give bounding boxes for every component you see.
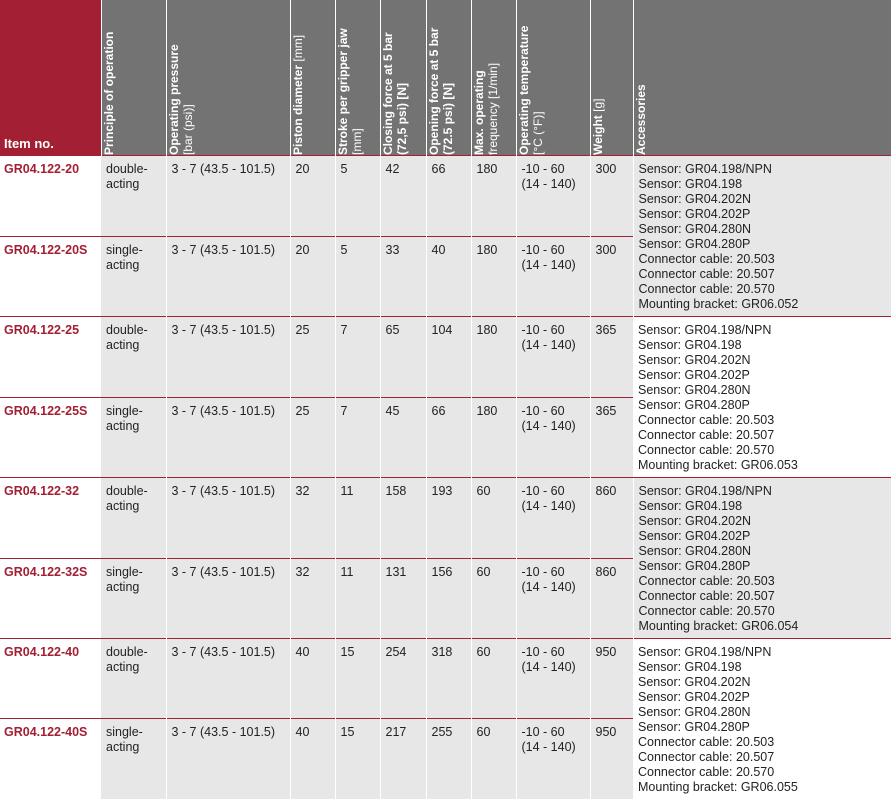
cell-piston: 40 (290, 719, 335, 799)
table-row (0, 639, 891, 719)
accessory-item: Sensor: GR04.198/NPN (638, 162, 772, 176)
accessory-item: Sensor: GR04.198 (638, 660, 742, 674)
accessory-item: Connector cable: 20.503 (638, 252, 775, 266)
cell-closing: 217 (380, 719, 426, 799)
cell-closing: 158 (380, 478, 426, 559)
header-weight: Weight [g] (590, 0, 633, 156)
cell-closing: 254 (380, 639, 426, 719)
item-number: GR04.122-40 (0, 639, 101, 719)
accessory-item: Sensor: GR04.198/NPN (638, 484, 772, 498)
accessory-item: Sensor: GR04.280N (638, 705, 751, 719)
cell-closing: 45 (380, 397, 426, 478)
cell-pressure: 3 - 7 (43.5 - 101.5) (166, 156, 290, 237)
cell-frequency: 180 (471, 236, 516, 317)
cell-principle: double- acting (101, 317, 166, 398)
table-row (0, 317, 891, 398)
item-number: GR04.122-20 (0, 156, 101, 237)
cell-opening: 66 (426, 397, 471, 478)
header-closing: Closing force at 5 bar (72,5 psi) [N] (380, 0, 426, 156)
accessory-item: Connector cable: 20.503 (638, 413, 775, 427)
table-row (0, 478, 891, 559)
cell-principle: double- acting (101, 156, 166, 237)
cell-opening: 255 (426, 719, 471, 799)
accessory-item: Sensor: GR04.202P (638, 207, 751, 221)
cell-stroke: 11 (335, 558, 380, 639)
cell-temperature: -10 - 60 (14 - 140) (516, 639, 590, 719)
accessory-item: Connector cable: 20.507 (638, 267, 775, 281)
accessory-item: Sensor: GR04.202P (638, 690, 750, 704)
cell-piston: 25 (290, 397, 335, 478)
cell-principle: single- acting (101, 719, 166, 799)
cell-stroke: 5 (335, 156, 380, 237)
cell-closing: 65 (380, 317, 426, 398)
accessory-item: Connector cable: 20.507 (638, 428, 775, 442)
accessory-item: Sensor: GR04.202N (638, 353, 751, 367)
accessory-item: Sensor: GR04.280N (638, 222, 752, 236)
accessory-item: Sensor: GR04.202N (638, 514, 752, 528)
cell-pressure: 3 - 7 (43.5 - 101.5) (166, 317, 290, 398)
header-stroke: Stroke per gripper jaw [mm] (335, 0, 380, 156)
item-number: GR04.122-40S (0, 719, 101, 799)
cell-frequency: 60 (471, 478, 516, 559)
cell-stroke: 5 (335, 236, 380, 317)
cell-pressure: 3 - 7 (43.5 - 101.5) (166, 719, 290, 799)
accessory-item: Sensor: GR04.202P (638, 368, 750, 382)
accessory-item: Connector cable: 20.507 (638, 750, 775, 764)
accessory-item: Connector cable: 20.503 (638, 574, 775, 588)
accessory-item: Sensor: GR04.202N (638, 675, 751, 689)
accessory-item: Sensor: GR04.280P (638, 720, 750, 734)
cell-closing: 33 (380, 236, 426, 317)
cell-principle: double- acting (101, 478, 166, 559)
cell-stroke: 15 (335, 639, 380, 719)
accessory-item: Sensor: GR04.280N (638, 383, 751, 397)
header-accessories: Accessories (633, 0, 891, 156)
cell-piston: 32 (290, 558, 335, 639)
cell-frequency: 60 (471, 558, 516, 639)
cell-frequency: 60 (471, 719, 516, 799)
accessory-item: Sensor: GR04.198 (638, 177, 743, 191)
cell-accessories (633, 478, 891, 639)
cell-opening: 66 (426, 156, 471, 237)
cell-opening: 156 (426, 558, 471, 639)
cell-temperature: -10 - 60 (14 - 140) (516, 317, 590, 398)
cell-opening: 318 (426, 639, 471, 719)
cell-frequency: 180 (471, 397, 516, 478)
cell-accessories (633, 317, 891, 478)
accessory-item: Sensor: GR04.280P (638, 559, 751, 573)
header-temperature: Operating temperature [°C (°F)] (516, 0, 590, 156)
cell-stroke: 7 (335, 397, 380, 478)
header-principle: Principle of operation (101, 0, 166, 156)
accessory-item: Connector cable: 20.570 (638, 282, 775, 296)
header-item-no: Item no. (0, 0, 101, 156)
cell-weight: 950 (590, 639, 633, 719)
cell-closing: 42 (380, 156, 426, 237)
accessory-item: Mounting bracket: GR06.055 (638, 780, 798, 794)
cell-weight: 300 (590, 236, 633, 317)
cell-piston: 25 (290, 317, 335, 398)
accessory-item: Connector cable: 20.570 (638, 443, 775, 457)
cell-principle: single- acting (101, 236, 166, 317)
cell-piston: 20 (290, 156, 335, 237)
cell-frequency: 180 (471, 317, 516, 398)
table-body (0, 156, 891, 800)
accessory-item: Connector cable: 20.507 (638, 589, 775, 603)
cell-temperature: -10 - 60 (14 - 140) (516, 156, 590, 237)
cell-principle: single- acting (101, 558, 166, 639)
item-number: GR04.122-32S (0, 558, 101, 639)
cell-piston: 32 (290, 478, 335, 559)
cell-piston: 20 (290, 236, 335, 317)
table-row (0, 156, 891, 237)
accessory-item: Sensor: GR04.198/NPN (638, 323, 772, 337)
cell-weight: 860 (590, 478, 633, 559)
cell-accessories (633, 639, 891, 800)
accessory-item: Sensor: GR04.280P (638, 398, 750, 412)
header-piston: Piston diameter [mm] (290, 0, 335, 156)
accessory-item: Mounting bracket: GR06.053 (638, 458, 798, 472)
cell-temperature: -10 - 60 (14 - 140) (516, 236, 590, 317)
accessory-item: Sensor: GR04.280P (638, 237, 751, 251)
accessory-item: Mounting bracket: GR06.052 (638, 297, 799, 311)
accessory-item: Mounting bracket: GR06.054 (638, 619, 799, 633)
cell-weight: 300 (590, 156, 633, 237)
cell-opening: 40 (426, 236, 471, 317)
accessory-item: Connector cable: 20.570 (638, 765, 775, 779)
cell-pressure: 3 - 7 (43.5 - 101.5) (166, 236, 290, 317)
cell-weight: 860 (590, 558, 633, 639)
cell-pressure: 3 - 7 (43.5 - 101.5) (166, 478, 290, 559)
accessory-item: Sensor: GR04.202P (638, 529, 751, 543)
header-opening: Opening force at 5 bar (72.5 psi) [N] (426, 0, 471, 156)
cell-pressure: 3 - 7 (43.5 - 101.5) (166, 639, 290, 719)
cell-weight: 365 (590, 317, 633, 398)
accessory-item: Sensor: GR04.198 (638, 499, 743, 513)
accessory-item: Sensor: GR04.198 (638, 338, 742, 352)
table-header (0, 0, 891, 156)
item-number: GR04.122-20S (0, 236, 101, 317)
accessory-item: Sensor: GR04.280N (638, 544, 752, 558)
cell-weight: 950 (590, 719, 633, 799)
accessory-item: Connector cable: 20.570 (638, 604, 775, 618)
cell-weight: 365 (590, 397, 633, 478)
cell-stroke: 7 (335, 317, 380, 398)
cell-accessories (633, 156, 891, 317)
item-number: GR04.122-25 (0, 317, 101, 398)
cell-closing: 131 (380, 558, 426, 639)
accessory-item: Connector cable: 20.503 (638, 735, 775, 749)
cell-frequency: 60 (471, 639, 516, 719)
header-frequency: Max. operating frequency [1/min] (471, 0, 516, 156)
cell-stroke: 11 (335, 478, 380, 559)
cell-principle: double- acting (101, 639, 166, 719)
cell-temperature: -10 - 60 (14 - 140) (516, 558, 590, 639)
cell-opening: 193 (426, 478, 471, 559)
cell-piston: 40 (290, 639, 335, 719)
cell-principle: single- acting (101, 397, 166, 478)
item-number: GR04.122-25S (0, 397, 101, 478)
cell-stroke: 15 (335, 719, 380, 799)
cell-pressure: 3 - 7 (43.5 - 101.5) (166, 558, 290, 639)
cell-pressure: 3 - 7 (43.5 - 101.5) (166, 397, 290, 478)
header-pressure: Operating pressure [bar (psi)] (166, 0, 290, 156)
cell-temperature: -10 - 60 (14 - 140) (516, 719, 590, 799)
cell-opening: 104 (426, 317, 471, 398)
cell-temperature: -10 - 60 (14 - 140) (516, 478, 590, 559)
cell-frequency: 180 (471, 156, 516, 237)
cell-temperature: -10 - 60 (14 - 140) (516, 397, 590, 478)
item-number: GR04.122-32 (0, 478, 101, 559)
accessory-item: Sensor: GR04.198/NPN (638, 645, 772, 659)
accessory-item: Sensor: GR04.202N (638, 192, 752, 206)
